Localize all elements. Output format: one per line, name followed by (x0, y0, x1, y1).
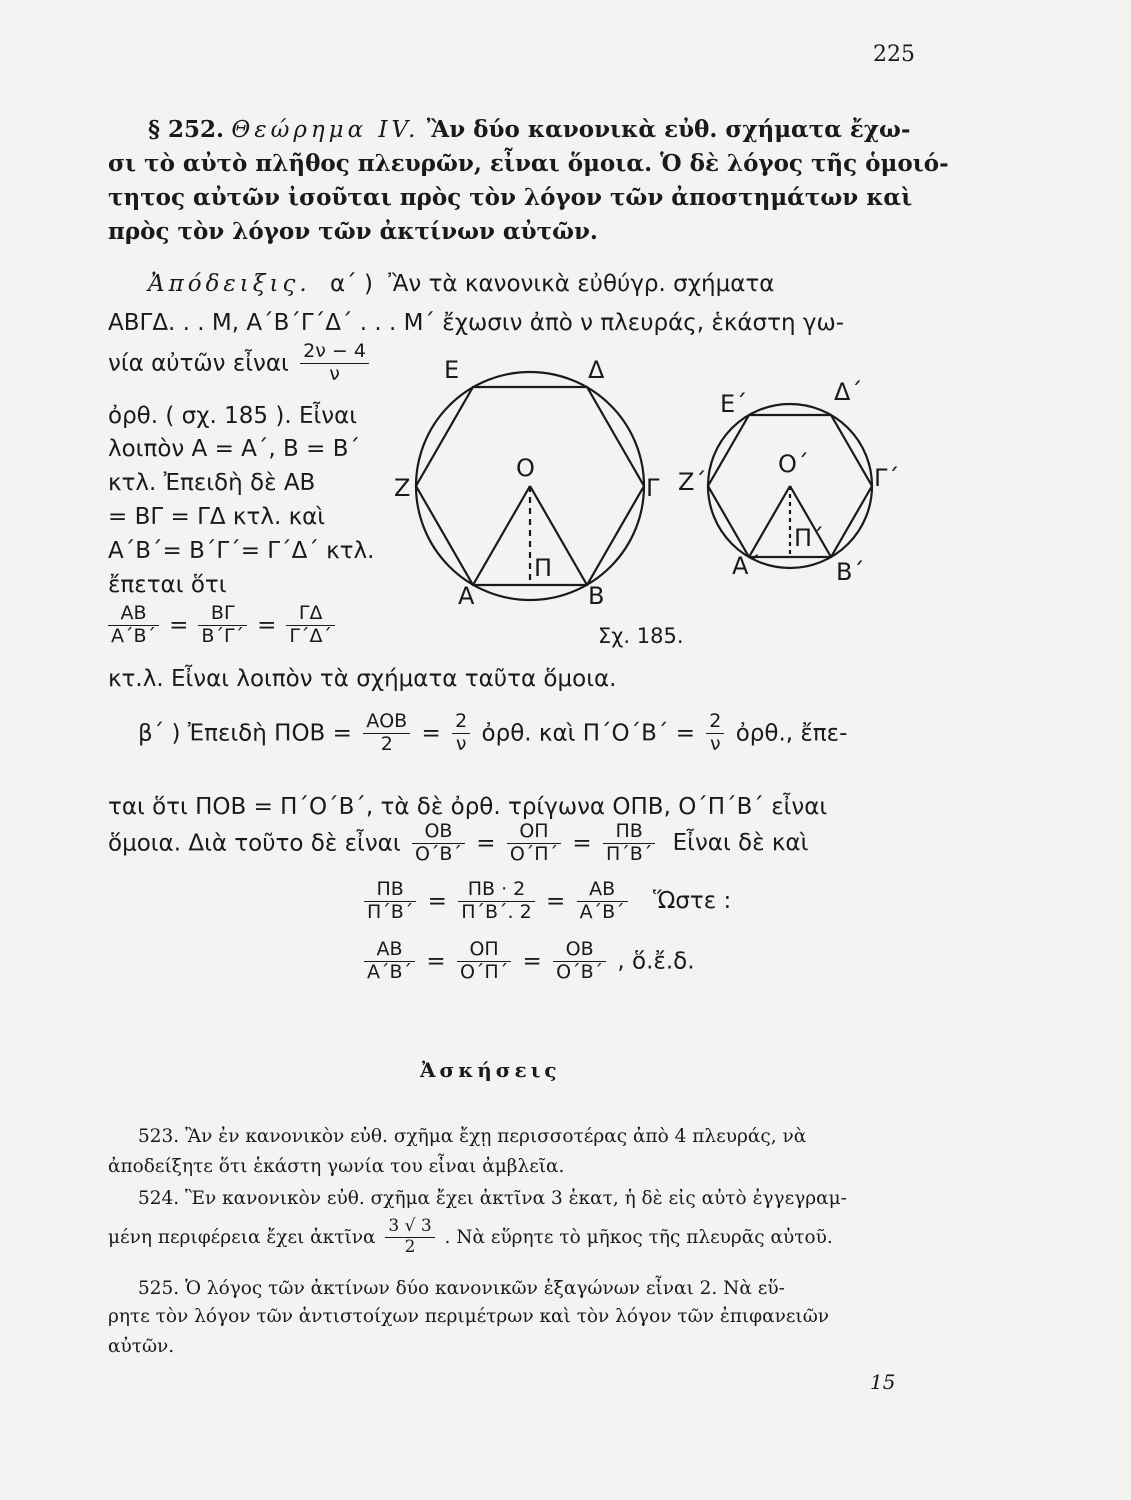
proof-line-8: Α΄Β΄= Β΄Γ΄= Γ΄Δ΄ κτλ. (108, 538, 375, 564)
label-E: Ε (444, 356, 460, 384)
part-b-label: β΄ ) Ἐπειδὴ ΠΟΒ = (138, 720, 352, 747)
fraction-2-nu-prime: $\frac{2}{\nu}$ (706, 712, 724, 755)
proof-line-1 (148, 271, 774, 297)
proof-line-9: ἔπεται ὅτι (108, 572, 227, 598)
label-E-prime: Ε΄ (720, 390, 748, 418)
part-b-eq-2: $\frac{\Pi B}{\Pi΄B΄}$ = $\frac{\Pi B \cdot 2}{\Pi΄B΄. 2}$ = $\frac{AB}{A΄B΄}$ Ὥστε : (360, 880, 731, 923)
label-D: Δ (588, 356, 605, 384)
eq3-frac: $\frac{O\Pi}{O΄\Pi΄}$ (457, 940, 511, 983)
exercise-524-text-post: . Νὰ εὕρητε τὸ μῆκος τῆς πλευρᾶς αὐτοῦ. (444, 1226, 833, 1248)
exercise-523-line-2: ἀποδείξητε ὅτι ἑκάστη γωνία του εἶναι ἀμβλεῖα. (108, 1156, 565, 1177)
part-b-line-3: ὅμοια. Διὰ τοῦτο δὲ εἶναι $\frac{OB}{O΄B΄}$ = $\frac{O\Pi}{O΄\Pi΄}$ = $\frac{\Pi B}{\Pi΄B΄}$ Εἶναι δὲ καὶ (108, 820, 809, 865)
theorem-line-1 (148, 116, 910, 143)
label-B-prime: Β΄ (836, 558, 865, 586)
proof-line-4: ὀρθ. ( σχ. 185 ). Εἶναι (108, 403, 358, 429)
label-A: Α (458, 582, 475, 610)
proof-line-5: λοιπὸν Α = Α΄, Β = Β΄ (108, 436, 360, 462)
conclusion-a: κτ.λ. Εἶναι λοιπὸν τὰ σχήματα ταῦτα ὅμοια. (108, 666, 617, 692)
label-Z-prime: Ζ΄ (678, 468, 707, 496)
angle-fraction (300, 342, 369, 385)
exercise-524-text: μένη περιφέρεια ἔχει ἀκτῖνα (108, 1226, 376, 1248)
figure-caption: Σχ. 185. (598, 624, 684, 648)
exercise-524-line-2 (108, 1218, 833, 1257)
label-O-prime: Ο΄ (778, 450, 809, 478)
label-D-prime: Δ΄ (834, 378, 863, 406)
part-b-line-2: ται ὅτι ΠΟΒ = Π΄Ο΄Β΄, τὰ δὲ ὀρθ. τρίγωνα ΟΠΒ, Ο΄Π΄Β΄ εἶναι (108, 794, 828, 820)
ratio-frac: $\frac{\Gamma\Delta}{\Gamma΄\Delta΄}$ (286, 604, 335, 647)
page-number: 225 (873, 42, 915, 67)
part-a-label: α΄ ) (329, 271, 373, 297)
fraction-AOB: $\frac{\text{ΑΟΒ}}{2}$ (363, 712, 410, 755)
exercise-525-line-2: ρητε τὸν λόγον τῶν ἀντιστοίχων περιμέτρων καὶ τὸν λόγον τῶν ἐπιφανειῶν (108, 1306, 830, 1327)
exercise-525-line-1: 525. Ὁ λόγος τῶν ἀκτίνων δύο κανονικῶν ἑξαγώνων εἶναι 2. Νὰ εὕ- (138, 1278, 785, 1299)
label-Z: Ζ (394, 474, 411, 502)
theorem-line-2: σι τὸ αὐτὸ πλῆθος πλευρῶν, εἶναι ὅμοια. Ὁ δὲ λόγος τῆς ὁμοιό- (108, 150, 949, 177)
part-b-mid: ὀρθ. καὶ Π΄Ο΄Β΄ = (481, 720, 695, 747)
angle-frac-num: 2ν − 4 (300, 342, 369, 364)
sim-frac: $\frac{\Pi B}{\Pi΄B΄}$ (603, 822, 655, 865)
qed-text: , ὅ.ἔ.δ. (617, 948, 695, 975)
label-A-prime: Α΄ (732, 552, 761, 580)
theorem-line-3: τητος αὐτῶν ἰσοῦται πρὸς τὸν λόγον τῶν ἀποστημάτων καὶ (108, 184, 913, 211)
eq2-frac: $\frac{AB}{A΄B΄}$ (577, 880, 628, 923)
label-P-prime: Π΄ (794, 524, 825, 552)
part-b-end: ὀρθ., ἔπε- (735, 720, 848, 747)
exercises-heading: Ἀσκήσεις (420, 1058, 561, 1082)
hoste-text: Ὥστε : (653, 888, 732, 915)
proof-text-3: νία αὐτῶν εἶναι (108, 350, 289, 377)
proof-line-3 (108, 342, 373, 385)
theorem-title: Θεώρημα IV. (231, 117, 420, 143)
exercise-524-line-1: 524. Ἓν κανονικὸν εὐθ. σχῆμα ἔχει ἀκτῖνα 3 ἑκατ, ἡ δὲ εἰς αὐτὸ ἐγγεγραμ- (138, 1188, 847, 1209)
sim-frac: $\frac{O\Pi}{O΄\Pi΄}$ (507, 822, 561, 865)
label-G-prime: Γ΄ (874, 464, 900, 492)
ratio-equation: $\frac{AB}{A΄B΄}$ = $\frac{B\Gamma}{B΄\Gamma΄}$ = $\frac{\Gamma\Delta}{\Gamma΄\Delta΄}$ (104, 604, 339, 647)
exercise-525-line-3: αὐτῶν. (108, 1336, 175, 1357)
part-b-eq-3: $\frac{AB}{A΄B΄}$ = $\frac{O\Pi}{O΄\Pi΄}$ = $\frac{OB}{O΄B΄}$ , ὅ.ἔ.δ. (360, 940, 695, 983)
proof-line-7: = ΒΓ = ΓΔ κτλ. καὶ (108, 504, 326, 530)
figure-185 (380, 340, 940, 610)
proof-text-1: Ἂν τὰ κανονικὰ εὐθύγρ. σχήματα (388, 271, 775, 297)
eq3-frac: $\frac{AB}{A΄B΄}$ (364, 940, 415, 983)
proof-heading: Ἀπόδειξις. (148, 271, 311, 297)
eq2-frac: $\frac{\Pi B}{\Pi΄B΄}$ (364, 880, 416, 923)
section-number: § 252. (148, 116, 225, 143)
theorem-text-0: Ἂν δύο κανονικὰ εὐθ. σχήματα ἔχω- (426, 116, 911, 143)
label-O: Ο (516, 454, 535, 482)
label-P: Π (534, 554, 553, 582)
part-b-line-1: β΄ ) Ἐπειδὴ ΠΟΒ = $\frac{\text{ΑΟΒ}}{2}$ = $\frac{2}{\nu}$ ὀρθ. καὶ Π΄Ο΄Β΄ = $\frac{2}{\nu}$ ὀρθ., ἔπε- (138, 710, 848, 755)
radius-fraction: $\frac{3 √ 3}{2}$ (385, 1218, 434, 1257)
footer-signature-mark: 15 (870, 1370, 896, 1394)
theorem-line-4: πρὸς τὸν λόγον τῶν ἀκτίνων αὐτῶν. (108, 218, 598, 245)
eq2-frac: $\frac{\Pi B \cdot 2}{\Pi΄B΄. 2}$ (458, 880, 535, 923)
ratio-frac: $\frac{B\Gamma}{B΄\Gamma΄}$ (198, 604, 247, 647)
exercise-523-line-1: 523. Ἂν ἐν κανονικὸν εὐθ. σχῆμα ἔχῃ περισσοτέρας ἀπὸ 4 πλευράς, νὰ (138, 1126, 807, 1147)
label-G: Γ (646, 474, 660, 502)
part-b-text-3: ὅμοια. Διὰ τοῦτο δὲ εἶναι (108, 830, 401, 857)
sim-frac: $\frac{OB}{O΄B΄}$ (412, 822, 465, 865)
ratio-frac: $\frac{AB}{A΄B΄}$ (108, 604, 159, 647)
angle-frac-den: ν (329, 362, 340, 385)
part-b-text-3b: Εἶναι δὲ καὶ (672, 830, 809, 857)
label-B: Β (588, 582, 605, 610)
radius-OA-prime (749, 486, 790, 557)
proof-line-6: κτλ. Ἐπειδὴ δὲ ΑΒ (108, 470, 316, 496)
eq3-frac: $\frac{OB}{O΄B΄}$ (553, 940, 606, 983)
radius-OA (473, 486, 530, 585)
fraction-2-nu: $\frac{2}{\nu}$ (452, 712, 470, 755)
proof-line-2: ΑΒΓΔ. . . Μ, Α΄Β΄Γ΄Δ΄ . . . Μ΄ ἔχωσιν ἀπὸ ν πλευράς, ἑκάστη γω- (108, 310, 845, 336)
